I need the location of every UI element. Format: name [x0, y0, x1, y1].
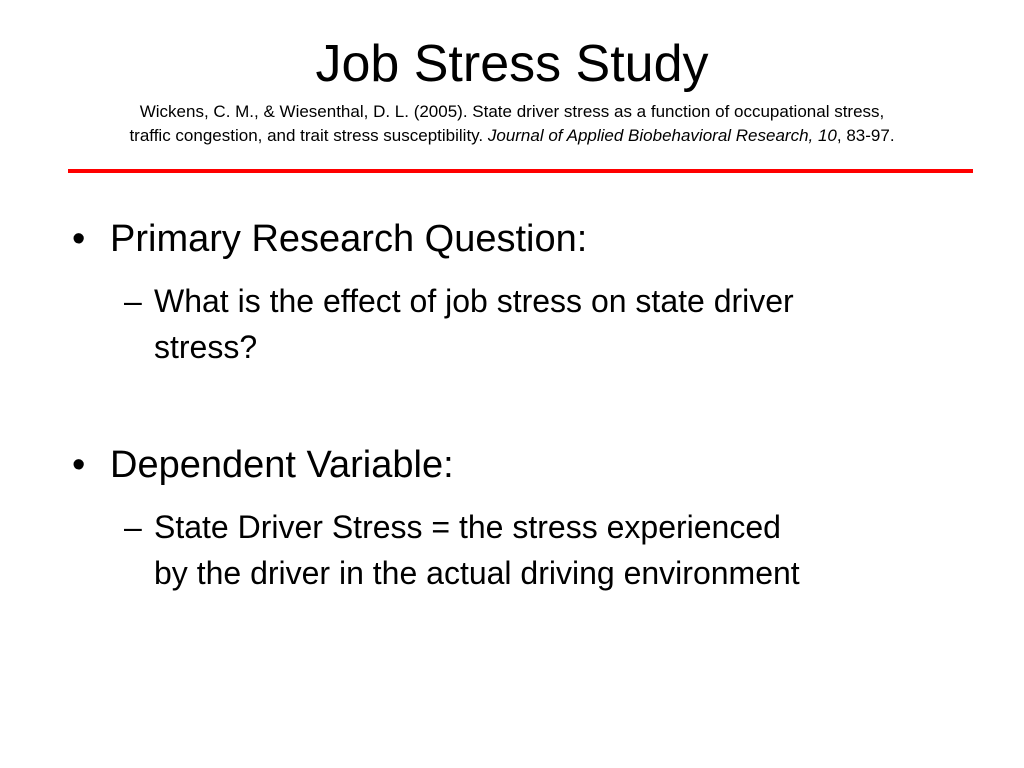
sub-bullet-line-1	[124, 278, 794, 324]
sub-bullet-text-1: State Driver Stress = the stress experienced	[154, 509, 781, 545]
bullet-marker: •	[72, 444, 86, 486]
sub-bullet-line-2	[124, 324, 794, 370]
bullet-dependent-variable	[72, 442, 454, 488]
sub-bullet-research-question	[124, 278, 794, 370]
citation-pages: , 83-97.	[836, 126, 895, 145]
citation-journal: Journal of Applied Biobehavioral Research, 10	[487, 126, 837, 145]
citation-line-1: Wickens, C. M., & Wiesenthal, D. L. (2005). State driver stress as a function of occupational stress,	[139, 102, 885, 121]
slide-title: Job Stress Study	[315, 35, 709, 93]
bullet-marker: •	[72, 218, 86, 260]
sub-bullet-text-2: by the driver in the actual driving environment	[154, 555, 800, 591]
sub-bullet-dependent-variable	[124, 504, 800, 596]
sub-bullet-marker: –	[124, 283, 142, 319]
bullet-text: Dependent Variable:	[110, 444, 454, 486]
citation-line-2-text: traffic congestion, and trait stress susceptibility.	[129, 126, 488, 145]
bullet-text: Primary Research Question:	[110, 218, 588, 260]
sub-bullet-line-1	[124, 504, 800, 550]
sub-bullet-marker: –	[124, 509, 142, 545]
sub-bullet-text-1: What is the effect of job stress on state driver	[154, 283, 794, 319]
bullet-primary-research-question	[72, 216, 587, 262]
sub-bullet-line-2	[124, 550, 800, 596]
sub-bullet-text-2: stress?	[154, 329, 258, 365]
